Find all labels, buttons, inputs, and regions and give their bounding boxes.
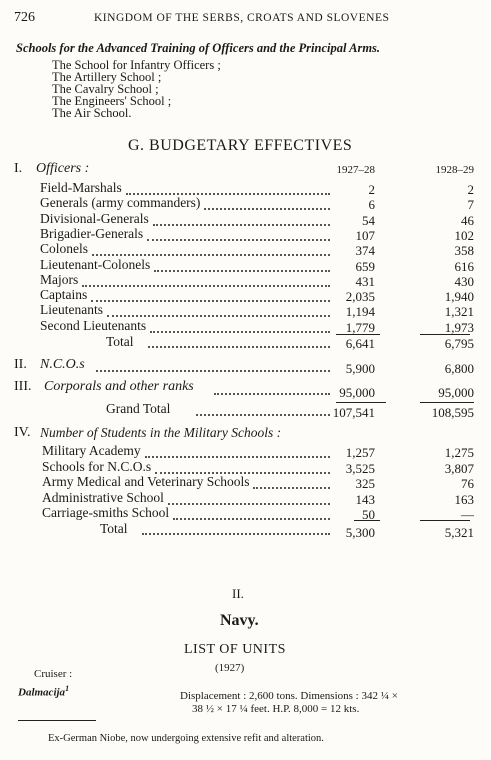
table-row-label: Second Lieutenants — [40, 317, 147, 333]
total-rule — [420, 520, 470, 521]
table-row-label: Generals (army commanders) — [40, 195, 201, 211]
total-rule — [354, 520, 380, 521]
table-row-label: Military Academy — [42, 443, 141, 458]
officers-total-label: Total — [106, 334, 134, 349]
table-row-label: Divisional-Generals — [40, 210, 149, 226]
table-cell-1927: 6 — [368, 197, 375, 213]
table-cell-1927: 2 — [368, 182, 375, 197]
table-cell-1927: 143 — [355, 491, 375, 507]
leader-dots — [91, 300, 330, 302]
students-heading: Number of Students in the Military Schools : — [40, 425, 282, 440]
table-cell-1927: 325 — [355, 476, 375, 491]
leader-dots — [168, 503, 330, 505]
table-cell-1928: 163 — [454, 491, 474, 507]
table-cell-1927: 3,525 — [345, 460, 375, 476]
leader-dots — [204, 208, 330, 210]
table-row-label: Army Medical and Veterinary Schools — [42, 474, 250, 489]
table-cell-1927: 1,194 — [345, 304, 375, 320]
section-title: G. BUDGETARY EFFECTIVES — [128, 137, 353, 154]
corporals-1928: 95,000 — [438, 385, 474, 400]
nco-number: II. — [14, 357, 27, 372]
list-of-units-title: LIST OF UNITS — [184, 642, 286, 657]
running-title: KINGDOM OF THE SERBS, CROATS AND SLOVENES — [94, 12, 390, 24]
school-item: The Air School. — [52, 106, 132, 120]
officers-heading-number: I. — [14, 161, 23, 176]
table-cell-1927: 2,035 — [345, 289, 375, 305]
officers-heading: Officers : — [36, 161, 90, 176]
table-row-label: Colonels — [40, 241, 89, 257]
table-cell-1927: 1,257 — [345, 445, 375, 460]
nco-label: N.C.O.s — [40, 357, 85, 372]
leader-dots — [145, 456, 330, 458]
table-cell-1928: 1,940 — [444, 289, 474, 305]
schools-heading: Schools for the Advanced Training of Officers and the Principal Arms. — [16, 41, 381, 55]
table-cell-1928: 102 — [454, 227, 474, 243]
table-cell-1928: 1,275 — [444, 445, 474, 460]
column-header-1927: 1927–28 — [336, 164, 375, 176]
school-item: The Cavalry School ; — [52, 82, 159, 96]
table-cell-1928: 430 — [454, 273, 474, 289]
leader-dots — [173, 518, 330, 520]
leader-dots — [96, 370, 330, 372]
table-cell-1928: 3,807 — [444, 460, 474, 476]
table-cell-1928: 1,973 — [444, 319, 474, 335]
table-row-label: Schools for N.C.O.s — [42, 458, 152, 474]
table-cell-1927: 1,779 — [345, 319, 375, 335]
table-cell-1928: 616 — [454, 258, 474, 274]
leader-dots — [148, 346, 330, 348]
table-cell-1928: 2 — [467, 182, 474, 197]
corporals-1927: 95,000 — [339, 385, 375, 400]
footnote-rule — [18, 720, 96, 721]
total-rule — [336, 334, 380, 335]
leader-dots — [153, 224, 330, 226]
leader-dots — [214, 393, 330, 395]
nco-1928: 6,800 — [444, 361, 474, 376]
table-cell-1928: 46 — [461, 212, 474, 228]
table-row-label: Administrative School — [42, 489, 164, 505]
leader-dots — [154, 270, 330, 272]
leader-dots — [150, 331, 330, 333]
table-cell-1927: 374 — [355, 243, 375, 259]
column-header-1928: 1928–29 — [435, 164, 474, 176]
grand-total-rule — [420, 402, 474, 403]
grand-total-1927: 107,541 — [332, 405, 375, 420]
table-cell-1927: 50 — [362, 507, 375, 522]
grand-total-label: Grand Total — [106, 401, 171, 416]
corporals-label: Corporals and other ranks — [44, 379, 194, 394]
students-heading-number: IV. — [14, 425, 31, 440]
students-total-1927: 5,300 — [345, 525, 375, 540]
table-cell-1928: 1,321 — [444, 304, 474, 320]
table-row-label: Lieutenants — [40, 302, 103, 318]
table-row-label: Carriage-smiths School — [42, 505, 170, 520]
corporals-number: III. — [14, 379, 32, 394]
ship-name-text: Dalmacija — [18, 686, 66, 699]
students-total-label: Total — [100, 521, 128, 536]
students-total-1928: 5,321 — [444, 525, 474, 540]
leader-dots — [142, 533, 330, 535]
displacement-line: Displacement : 2,600 tons. Dimensions : 342 ¼ × — [180, 690, 398, 702]
footnote-marker: 1 — [65, 684, 70, 693]
grand-total-1928: 108,595 — [431, 405, 474, 420]
table-row-label: Majors — [40, 271, 79, 287]
leader-dots — [147, 239, 330, 241]
table-cell-1928: — — [461, 507, 474, 522]
school-item: The School for Infantry Officers ; — [52, 58, 221, 72]
officers-total-1927: 6,641 — [345, 336, 375, 351]
leader-dots — [196, 414, 330, 416]
dimensions-line: 38 ½ × 17 ¼ feet. H.P. 8,000 = 12 kts. — [192, 703, 360, 715]
table-cell-1927: 107 — [355, 227, 375, 243]
table-row-label: Brigadier-Generals — [40, 225, 144, 241]
table-row-label: Field-Marshals — [40, 180, 122, 195]
table-cell-1927: 659 — [355, 258, 375, 274]
navy-title: Navy. — [220, 612, 259, 629]
grand-total-rule — [336, 402, 386, 403]
leader-dots — [253, 487, 330, 489]
table-row-label: Captains — [40, 287, 88, 303]
table-cell-1928: 358 — [454, 243, 474, 259]
ship-name — [18, 684, 69, 699]
footnote: Ex-German Niobe, now undergoing extensive refit and alteration. — [48, 733, 324, 744]
list-year: (1927) — [215, 662, 245, 674]
total-rule — [420, 334, 470, 335]
table-row-label: Lieutenant-Colonels — [40, 256, 151, 272]
table-cell-1927: 431 — [355, 273, 375, 289]
navy-roman-numeral: II. — [232, 586, 244, 601]
table-cell-1928: 76 — [461, 476, 474, 491]
page-number: 726 — [14, 10, 35, 25]
table-cell-1927: 54 — [362, 212, 375, 228]
leader-dots — [82, 285, 330, 287]
officers-total-1928: 6,795 — [444, 336, 474, 351]
school-item: The Engineers' School ; — [52, 94, 172, 108]
table-cell-1928: 7 — [467, 197, 474, 213]
nco-1927: 5,900 — [345, 361, 375, 376]
school-item: The Artillery School ; — [52, 70, 162, 84]
cruiser-label: Cruiser : — [34, 668, 73, 680]
